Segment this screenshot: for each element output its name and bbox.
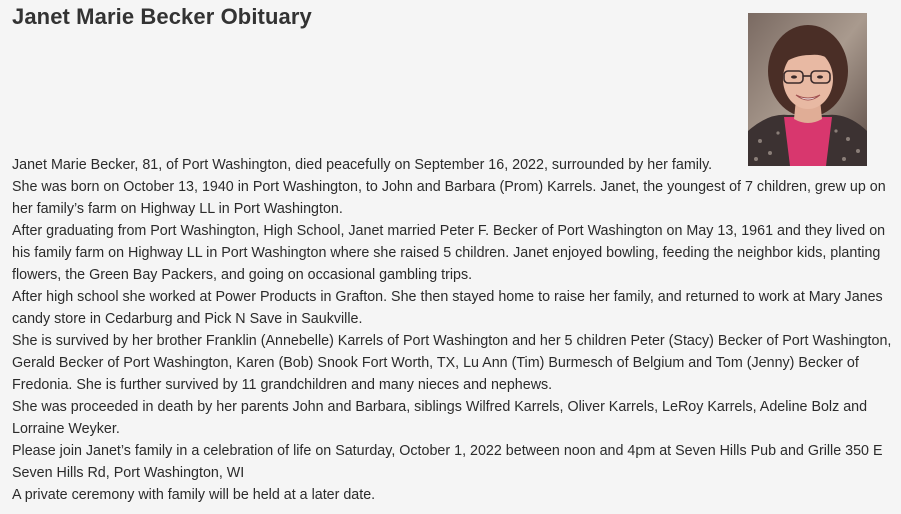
obituary-body [12,154,896,506]
portrait-photo [748,13,867,166]
paragraph-preceded: She was proceeded in death by her parents John and Barbara, siblings Wilfred Karrels, Oliver Karrels, LeRoy Karrels, Adeline Bolz and Lorraine Weyker. [12,399,868,437]
paragraph-death-notice: Janet Marie Becker, 81, of Port Washington, died peacefully on September 16, 2022, surrounded by her family. [12,157,713,173]
paragraph-celebration: Please join Janet’s family in a celebration of life on Saturday, October 1, 2022 between noon and 4pm at Seven Hills Pub and Grille 350 E Seven Hills Rd, Port Washington, WI [12,443,883,481]
paragraph-birth: She was born on October 13, 1940 in Port Washington, to John and Barbara (Prom) Karrels. Janet, the youngest of 7 children, grew up on her family’s farm on Highway LL in Port Washington. [12,179,886,217]
paragraph-work: After high school she worked at Power Products in Grafton. She then stayed home to raise her family, and returned to work at Mary Janes candy store in Cedarburg and Pick N Save in Saukville. [12,289,883,327]
paragraph-survivors: She is survived by her brother Franklin (Annebelle) Karrels of Port Washington and her 5 children Peter (Stacy) Becker of Port Washington, Gerald Becker of Port Washington, Karen (Bob) Snook Fort Worth, TX, Lu Ann (Tim) Burmesch of Belgium and Tom (Jenny) Becker of Fredonia. She is further survived by 11 grandchildren and many nieces and nephews. [12,333,892,393]
page-title: Janet Marie Becker Obituary [12,4,312,29]
paragraph-marriage: After graduating from Port Washington, High School, Janet married Peter F. Becker of Port Washington on May 13, 1961 and they lived on his family farm on Highway LL in Port Washington where she raised 5 children. Janet enjoyed bowling, feeding the neighbor kids, planting flowers, the Green Bay Packers, and going on occasional gambling trips. [12,223,886,283]
paragraph-ceremony: A private ceremony with family will be held at a later date. [12,487,376,503]
